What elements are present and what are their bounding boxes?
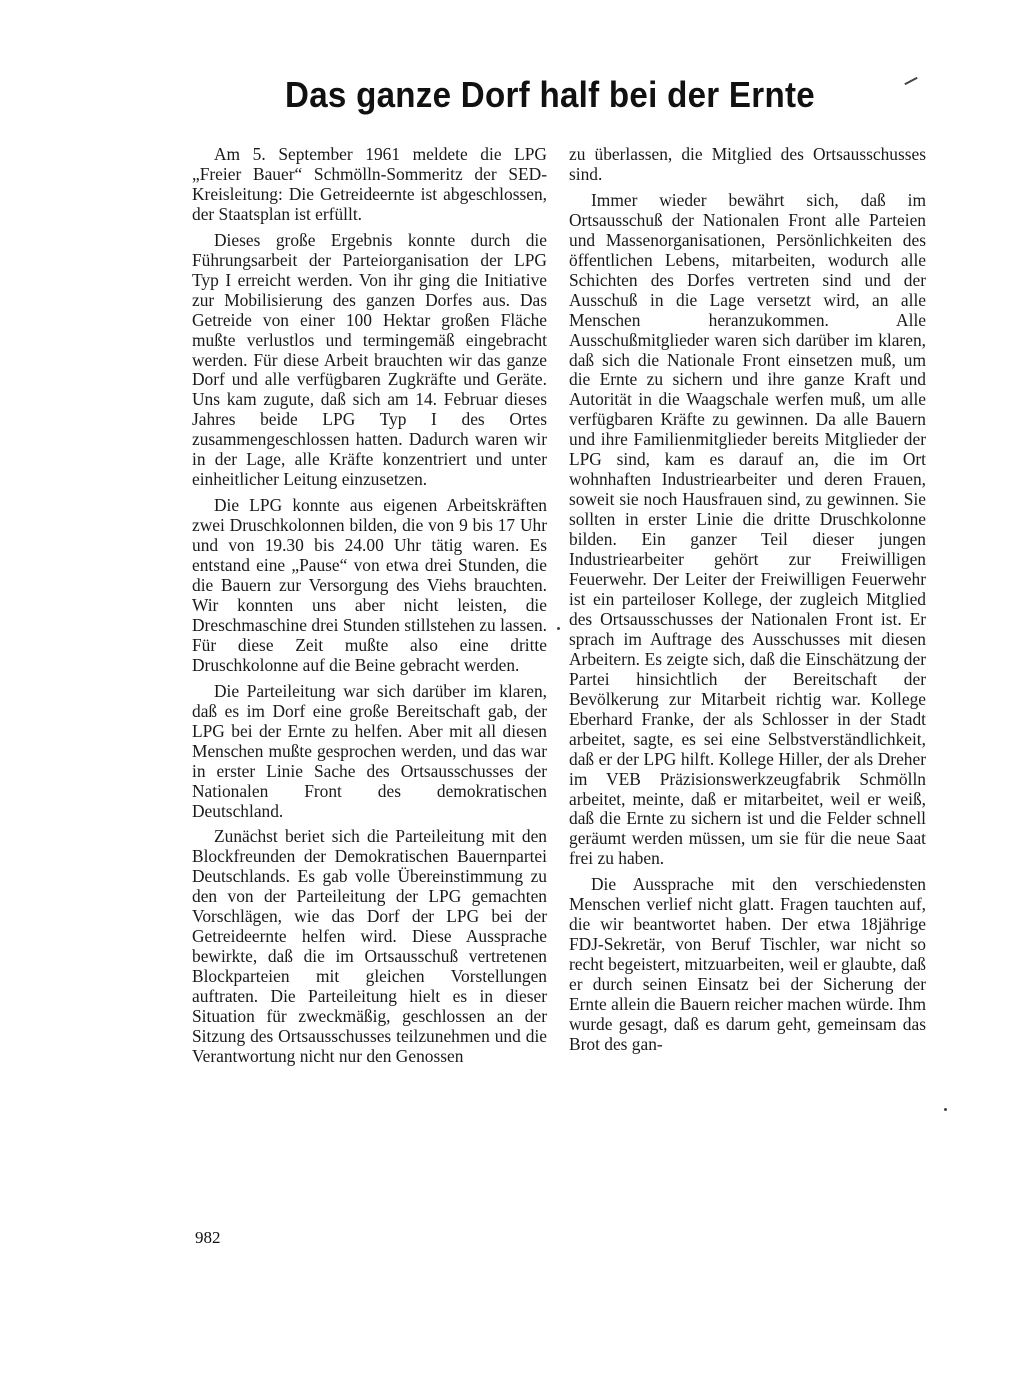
scan-mark — [904, 77, 917, 85]
text-column-left — [192, 145, 547, 1073]
paragraph-continuation: zu überlassen, die Mitglied des Ortsausschusses sind. — [569, 144, 926, 184]
paragraph: Die LPG konnte aus eigenen Arbeitskräften zwei Druschkolonnen bilden, die von 9 bis 17 Uhr und von 19.30 bis 24.00 Uhr tätig waren. Es entstand eine „Pause“ von etwa drei Stunden, die die Bauern zur Versorgung des Viehs brauchten. Wir konnten uns aber nicht leisten, die Dreschmaschine drei Stunden stillstehen zu lassen. Für diese Zeit mußte also eine dritte Druschkolonne auf die Beine gebracht werden. — [192, 495, 547, 675]
scan-dot — [944, 1108, 947, 1111]
paragraph: Dieses große Ergebnis konnte durch die Führungsarbeit der Parteiorganisation der LPG Typ I erreicht werden. Von ihr ging die Initiative zur Mobilisierung des ganzen Dorfes aus. Das Getreide von einer 100 Hektar großen Fläche mußte verlustlos und termingemäß eingebracht werden. Für diese Arbeit brauchten wir das ganze Dorf und alle verfügbaren Zugkräfte und Geräte. Uns kam zugute, daß sich am 14. Februar dieses Jahres beide LPG Typ I des Ortes zusammengeschlossen hatten. Dadurch waren wir in der Lage, alle Kräfte konzentriert und unter einheitlicher Leitung einzusetzen. — [192, 229, 547, 490]
page-number: 982 — [195, 1228, 221, 1247]
text-column-right — [569, 145, 926, 1061]
paragraph: Immer wieder bewährt sich, daß im Ortsausschuß der Nationalen Front alle Parteien und Massenorganisationen, Persönlichkeiten des öffentlichen Lebens, mitarbeiten, wodurch alle Schichten des Dorfes vertreten sind und der Ausschuß in die Lage versetzt wird, an alle Menschen heranzukommen. Alle Ausschußmitglieder waren sich darüber im klaren, daß sich die Nationale Front einsetzen muß, um die Ernte zu sichern und ihre ganze Kraft und Autorität in die Waagschale werfen muß, um alle verfügbaren Kräfte zu gewinnen. Da alle Bauern und ihre Familienmitglieder bereits Mitglieder der LPG sind, kam es darauf an, die im Ort wohnhaften Industriearbeiter und deren Frauen, soweit sie noch Hausfrauen sind, zu gewinnen. Sie sollten in erster Linie die dritte Druschkolonne bilden. Ein ganzer Teil dieser jungen Industriearbeiter gehört zur Freiwilligen Feuerwehr. Der Leiter der Freiwilligen Feuerwehr ist ein parteiloser Kollege, der zugleich Mitglied des Ortsausschusses der Nationalen Front ist. Er sprach im Auftrage des Ausschusses mit diesen Arbeitern. Es zeigte sich, daß die Einschätzung der Partei hinsichtlich der Bereitschaft der Bevölkerung zur Mitarbeit richtig war. Kollege Eberhard Franke, der als Schlosser in der Stadt arbeitet, sagte, es sei eine Selbstverständlichkeit, daß er der LPG hilft. Kollege Hiller, der als Dreher im VEB Präzisionswerkzeugfabrik Schmölln arbeitet, meinte, daß er mitarbeitet, weil er weiß, daß die Ernte zu sichern ist und die Felder schnell geräumt werden müssen, um sie für die neue Saat frei zu haben. — [569, 189, 926, 869]
paragraph: Die Parteileitung war sich darüber im klaren, daß es im Dorf eine große Bereitschaft gab, der LPG bei der Ernte zu helfen. Aber mit all diesen Menschen mußte gesprochen werden, und das war in erster Linie Sache des Ortsausschusses der Nationalen Front des demokratischen Deutschland. — [192, 680, 547, 821]
paragraph: Zunächst beriet sich die Parteileitung mit den Blockfreunden der Demokratischen Bauernpartei Deutschlands. Es gab volle Übereinstimmung zu den von der Parteileitung der LPG gemachten Vorschlägen, wie das Dorf der LPG bei der Getreideernte helfen wird. Diese Aussprache bewirkte, daß die im Ortsausschuß vertretenen Blockparteien mit gleichen Vorstellungen auftraten. Die Parteileitung hielt es in dieser Situation für zweckmäßig, geschlossen an der Sitzung des Ortsausschusses teilzunehmen und die Verantwortung nicht nur den Genossen — [192, 826, 547, 1066]
article-title: Das ganze Dorf half bei der Ernte — [285, 74, 815, 115]
paragraph: Die Aussprache mit den verschiedensten Menschen verlief nicht glatt. Fragen tauchten auf, die wir beantwortet haben. Der etwa 18jährige FDJ-Sekretär, von Beruf Tischler, war nicht so recht begeistert, mitzuarbeiten, weil er glaubte, daß er durch seinen Einsatz bei der Sicherung der Ernte allein die Bauern reicher machen würde. Ihm wurde gesagt, daß es darum geht, gemeinsam das Brot des gan- — [569, 874, 926, 1054]
scan-dot — [557, 627, 560, 630]
paragraph: Am 5. September 1961 meldete die LPG „Freier Bauer“ Schmölln-Sommeritz der SED-Kreisleitung: Die Getreideernte ist abgeschlossen, der Staatsplan ist erfüllt. — [192, 144, 547, 224]
